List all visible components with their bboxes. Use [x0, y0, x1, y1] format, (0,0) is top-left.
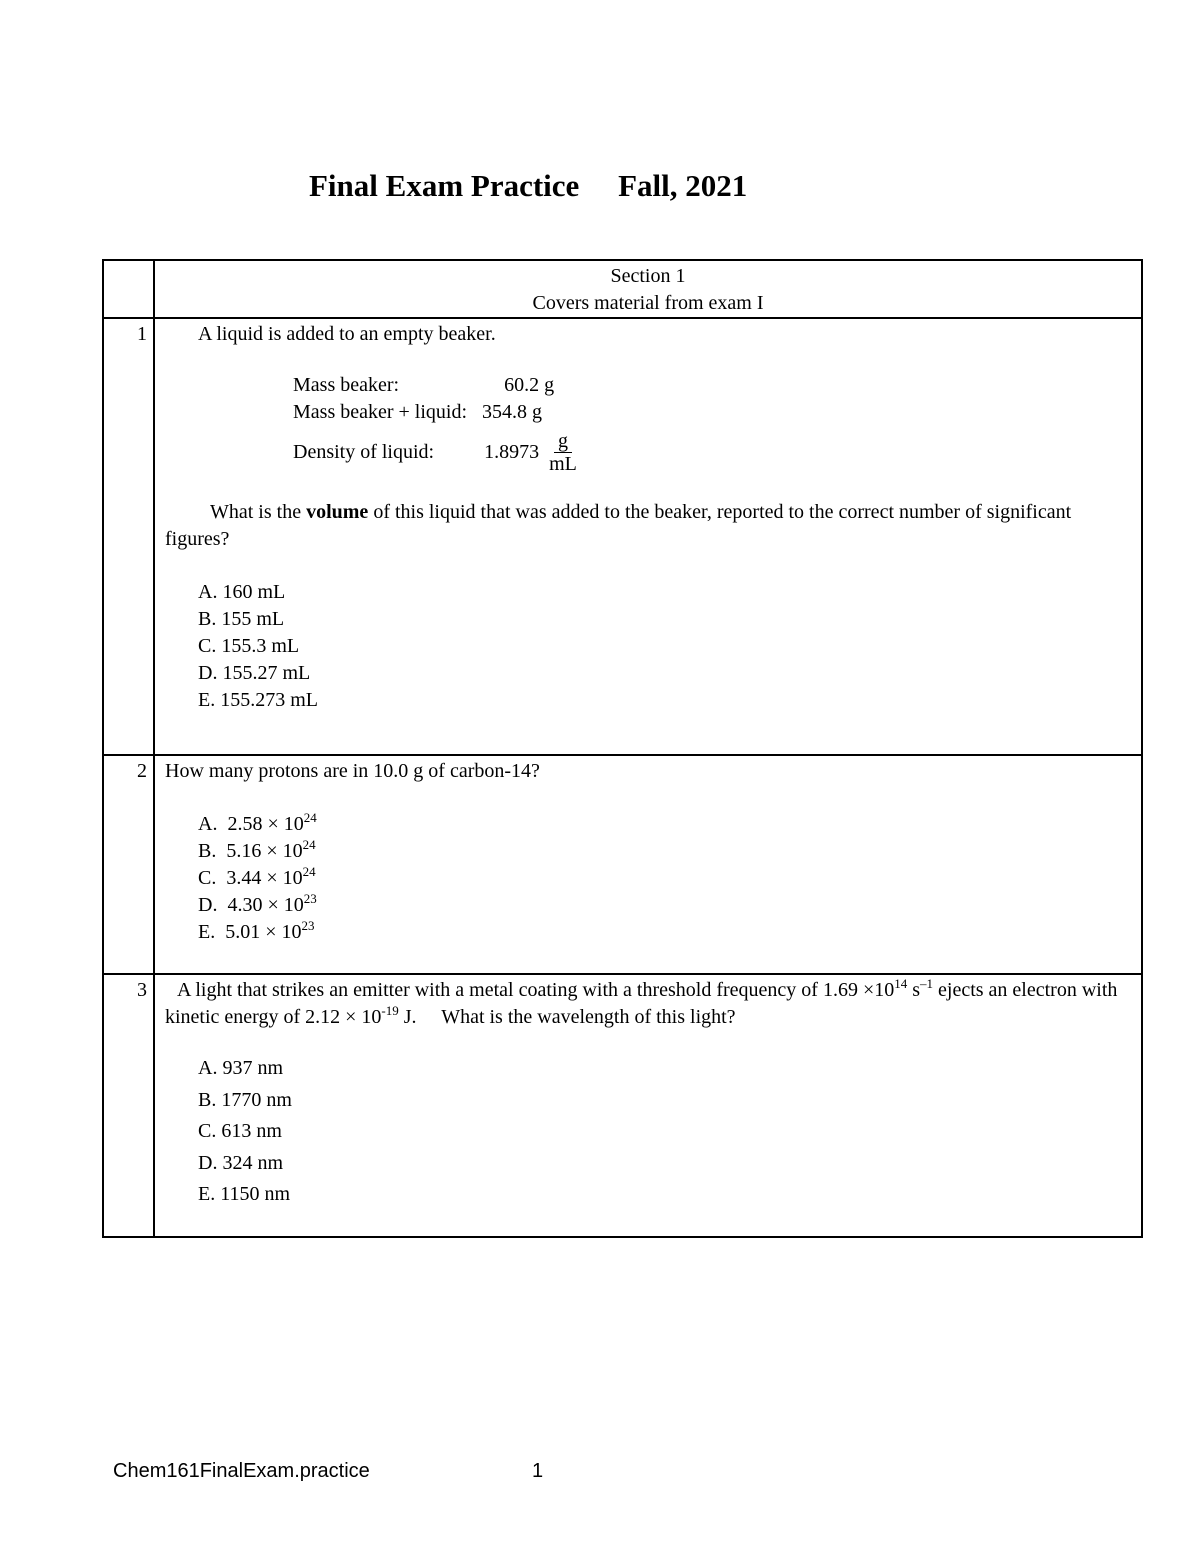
mass-beaker-label: Mass beaker: — [293, 374, 400, 396]
q3-exp1: 14 — [894, 976, 908, 991]
q2-option-mantissa: 2.58 × 10 — [227, 813, 304, 835]
q2-option-e — [198, 919, 1131, 946]
q2-option-exponent: 23 — [301, 918, 315, 933]
density-unit-numerator: g — [554, 430, 572, 453]
q1-question-bold: volume — [306, 501, 369, 523]
page-number: 1 — [532, 1460, 544, 1482]
q3-question — [165, 977, 1131, 1031]
q1-data-block — [165, 372, 1131, 475]
mass-total-label: Mass beaker + liquid: — [293, 401, 468, 423]
section-description: Covers material from exam I — [532, 292, 764, 314]
q1-question-pre: What is the — [210, 501, 307, 523]
q3-part4: J. What is the wavelength of this light? — [398, 1006, 736, 1028]
q3-option-e: E. 1150 nm — [198, 1183, 291, 1205]
density-unit-fraction — [545, 430, 581, 475]
section-header-cell — [154, 260, 1142, 318]
q2-question: How many protons are in 10.0 g of carbon-14? — [165, 760, 540, 782]
q2-option-b — [198, 838, 1131, 865]
question-row-3 — [103, 974, 1142, 1237]
q2-option-a — [198, 811, 1131, 838]
q3-option-d: D. 324 nm — [198, 1151, 283, 1174]
mass-total-value: 354.8 g — [482, 401, 543, 423]
section-header-row — [103, 260, 1142, 318]
question-row-1 — [103, 318, 1142, 755]
q1-mass-total — [293, 399, 1131, 426]
question-row-2 — [103, 755, 1142, 974]
density-unit-denominator: mL — [549, 453, 577, 475]
page-title — [309, 168, 747, 204]
question-number: 3 — [103, 974, 154, 1237]
q1-intro: A liquid is added to an empty beaker. — [198, 323, 496, 345]
q1-mass-beaker — [293, 372, 1131, 399]
q2-option-mantissa: 5.01 × 10 — [225, 921, 302, 943]
question-number: 1 — [103, 318, 154, 755]
question-number: 2 — [103, 755, 154, 974]
q2-option-d — [198, 892, 1131, 919]
question-content-1 — [154, 318, 1142, 755]
q1-option-b: B. 155 mL — [198, 608, 285, 630]
density-value: 1.8973 — [484, 441, 540, 463]
q2-option-label: C. — [198, 867, 217, 889]
q2-option-label: A. — [198, 813, 218, 835]
question-content-2 — [154, 755, 1142, 974]
q3-exp2: –1 — [920, 976, 934, 991]
q2-option-exponent: 23 — [303, 891, 317, 906]
q2-option-mantissa: 4.30 × 10 — [227, 894, 304, 916]
q3-part2: s — [907, 979, 921, 1001]
title-main: Final Exam Practice — [309, 168, 580, 203]
q2-option-mantissa: 5.16 × 10 — [226, 840, 303, 862]
q1-question — [165, 499, 1131, 553]
question-content-3 — [154, 974, 1142, 1237]
header-number-cell — [103, 260, 154, 318]
density-label: Density of liquid: — [293, 441, 435, 463]
section-name: Section 1 — [610, 265, 686, 287]
title-term: Fall, 2021 — [618, 168, 748, 203]
q2-option-label: E. — [198, 921, 216, 943]
q2-option-mantissa: 3.44 × 10 — [226, 867, 303, 889]
exam-table — [102, 259, 1143, 1238]
q3-options — [165, 1055, 1131, 1213]
q2-option-exponent: 24 — [302, 864, 316, 879]
q2-option-exponent: 24 — [303, 810, 317, 825]
q2-option-label: B. — [198, 840, 217, 862]
q3-option-b: B. 1770 nm — [198, 1088, 292, 1111]
q1-option-a: A. 160 mL — [198, 581, 286, 603]
q3-option-a: A. 937 nm — [198, 1057, 283, 1079]
q1-options — [165, 579, 1131, 714]
q3-part1: A light that strikes an emitter with a metal coating with a threshold frequency of 1.69 ×10 — [177, 979, 895, 1001]
q3-option-c: C. 613 nm — [198, 1120, 282, 1142]
q1-option-c: C. 155.3 mL — [198, 635, 300, 657]
q2-options — [165, 811, 1131, 946]
q3-exp3: -19 — [381, 1003, 399, 1018]
q2-option-label: D. — [198, 894, 218, 916]
q1-question-post: of this liquid that was added to the beaker, reported to the correct number of significant figures? — [165, 501, 1072, 550]
q2-option-c — [198, 865, 1131, 892]
q2-option-exponent: 24 — [302, 837, 316, 852]
q3-part3: ejects an electron with kinetic energy of 2.12 × 10 — [165, 979, 1118, 1028]
footer-filename: Chem161FinalExam.practice — [113, 1460, 370, 1482]
q1-density — [293, 430, 1131, 475]
q1-option-e: E. 155.273 mL — [198, 689, 318, 711]
mass-beaker-value: 60.2 g — [504, 374, 555, 396]
q1-option-d: D. 155.27 mL — [198, 662, 311, 684]
